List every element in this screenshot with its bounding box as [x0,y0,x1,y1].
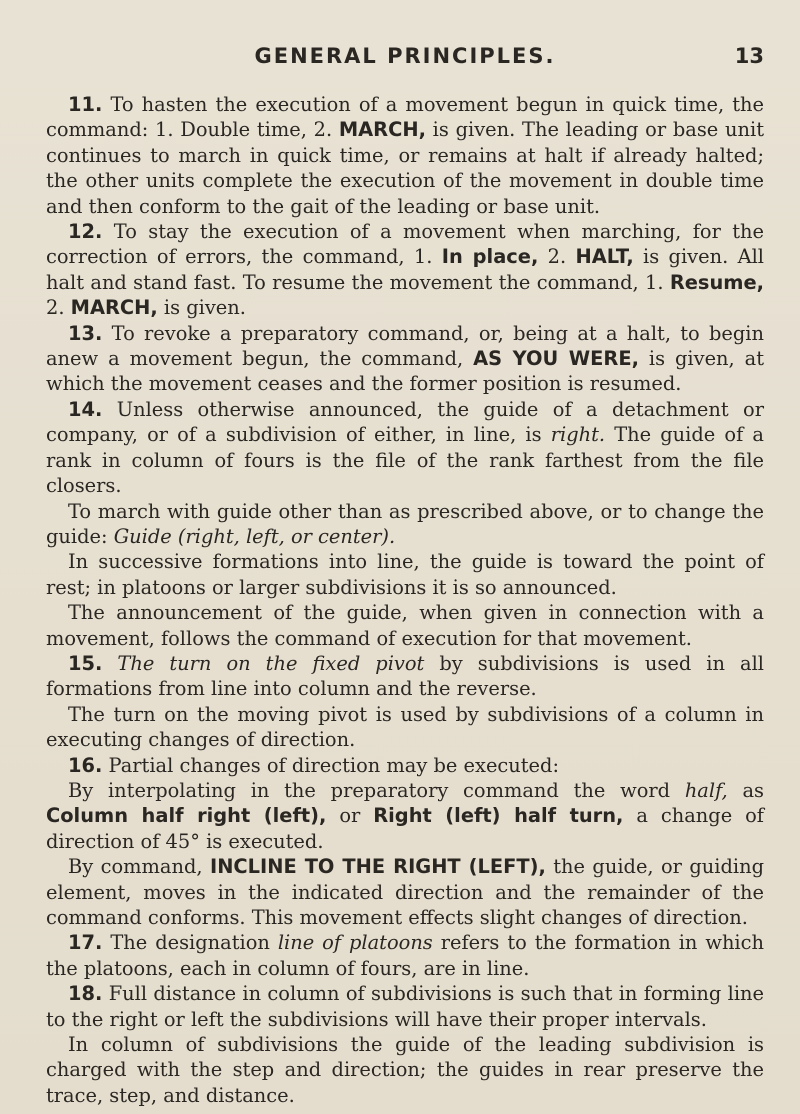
paragraph-text: a change of direction of 45° is executed. [46,804,764,853]
paragraph-text: is given. All halt and stand fast. To resume the movement the command, 1. [46,245,764,294]
italic-text: line of platoons [277,931,433,955]
paragraph-number: 14. [68,397,103,421]
command-text: INCLINE TO THE RIGHT (LEFT), [209,855,546,879]
paragraph-interpolating [46,778,764,854]
command-text: Resume, [669,270,764,294]
command-text: MARCH, [70,296,158,320]
paragraph-text: as [727,778,764,802]
paragraph-text: Partial changes of direction may be executed: [108,753,559,777]
command-text: Column half right (left), [46,804,327,828]
command-text: MARCH, [338,118,426,142]
paragraph-16 [46,753,764,778]
paragraph-text: By interpolating in the preparatory command the word [68,778,685,802]
paragraph-text: the guide, or guiding element, moves in the indicated direction and the remainder of the command conforms. This movement effects slight changes of direction. [46,855,764,929]
paragraph-number: 18. [68,982,103,1006]
paragraph-11 [46,92,764,219]
running-head: GENERAL PRINCIPLES. [254,44,556,68]
paragraph-15 [46,651,764,702]
paragraph-guide-change [46,499,764,550]
page-body [46,92,764,1108]
paragraph-12 [46,219,764,321]
paragraph-18 [46,981,764,1032]
command-text: In place, [441,245,539,269]
paragraph-text: The guide of a rank in column of fours is the file of the rank farthest from the file closers. [46,423,764,498]
paragraph-column-guide [46,1032,764,1108]
paragraph-number: 16. [68,753,103,777]
paragraph-text: To stay the execution of a movement when marching, for the correction of errors, the command, 1. [46,220,764,269]
paragraph-text: Full distance in column of subdivisions is such that in forming line to the right or left the subdivisions will have their proper intervals. [46,982,764,1031]
page-number: 13 [734,44,764,68]
command-text: Right (left) half turn, [373,804,624,828]
italic-text: Guide (right, left, or center). [113,524,396,548]
paragraph-text: or [326,804,374,828]
paragraph-13 [46,321,764,397]
paragraph-text: 2. [538,245,576,269]
paragraph-text: The designation [110,931,278,955]
paragraph-text: by subdivisions is used in all formations from line into column and the reverse. [46,651,765,701]
paragraph-text: In column of subdivisions the guide of the leading subdivision is charged with the step and direction; the guides in rear preserve the trace, step, and distance. [46,1033,764,1107]
page-header [46,44,764,72]
paragraph-text: is given, at which the movement ceases and the former position is resumed. [46,347,764,396]
paragraph-number: 11. [68,93,103,116]
paragraph-text: is given. The leading or base unit continues to march in quick time, or remains at halt if already halted; the other units complete the execution of the movement in double time and then conform to the gait of the leading or base unit. [46,118,764,218]
italic-text: half, [684,778,728,802]
paragraph-text: By command, [68,855,210,879]
paragraph-number: 13. [68,321,103,345]
paragraph-text: The announcement of the guide, when given in connection with a movement, follows the command of execution for that movement. [46,601,764,650]
italic-text: right. [550,423,606,447]
italic-text: The turn on the fixed pivot [117,651,425,675]
paragraph-text: To march with guide other than as prescribed above, or to change the guide: [46,499,764,548]
paragraph-guide-announcement [46,600,764,651]
paragraph-text: The turn on the moving pivot is used by subdivisions of a column in executing changes of direction. [46,702,764,752]
paragraph-number: 15. [68,651,103,675]
paragraph-text: To revoke a preparatory command, or, being at a halt, to begin anew a movement begun, the command, [46,321,764,371]
paragraph-moving-pivot [46,702,764,753]
paragraph-number: 17. [68,931,103,955]
paragraph-text: Unless otherwise announced, the guide of a detachment or company, or of a subdivision of either, in line, is [46,397,764,447]
paragraph-text: refers to the formation in which the platoons, each in column of fours, are in line. [46,931,764,980]
command-text: HALT, [575,245,634,269]
paragraph-number: 12. [68,220,103,244]
paragraph-incline [46,854,764,930]
paragraph-text: In successive formations into line, the guide is toward the point of rest; in platoons or larger subdivisions it is so announced. [46,550,764,599]
paragraph-text: 2. [46,296,71,320]
paragraph-14 [46,397,764,499]
paragraph-17 [46,930,764,981]
paragraph-text: To hasten the execution of a movement begun in quick time, the command: 1. Double time, 2. [46,93,764,142]
paragraph-text: is given. [157,296,246,320]
command-text: AS YOU WERE, [473,347,639,371]
paragraph-successive-formations [46,549,764,600]
